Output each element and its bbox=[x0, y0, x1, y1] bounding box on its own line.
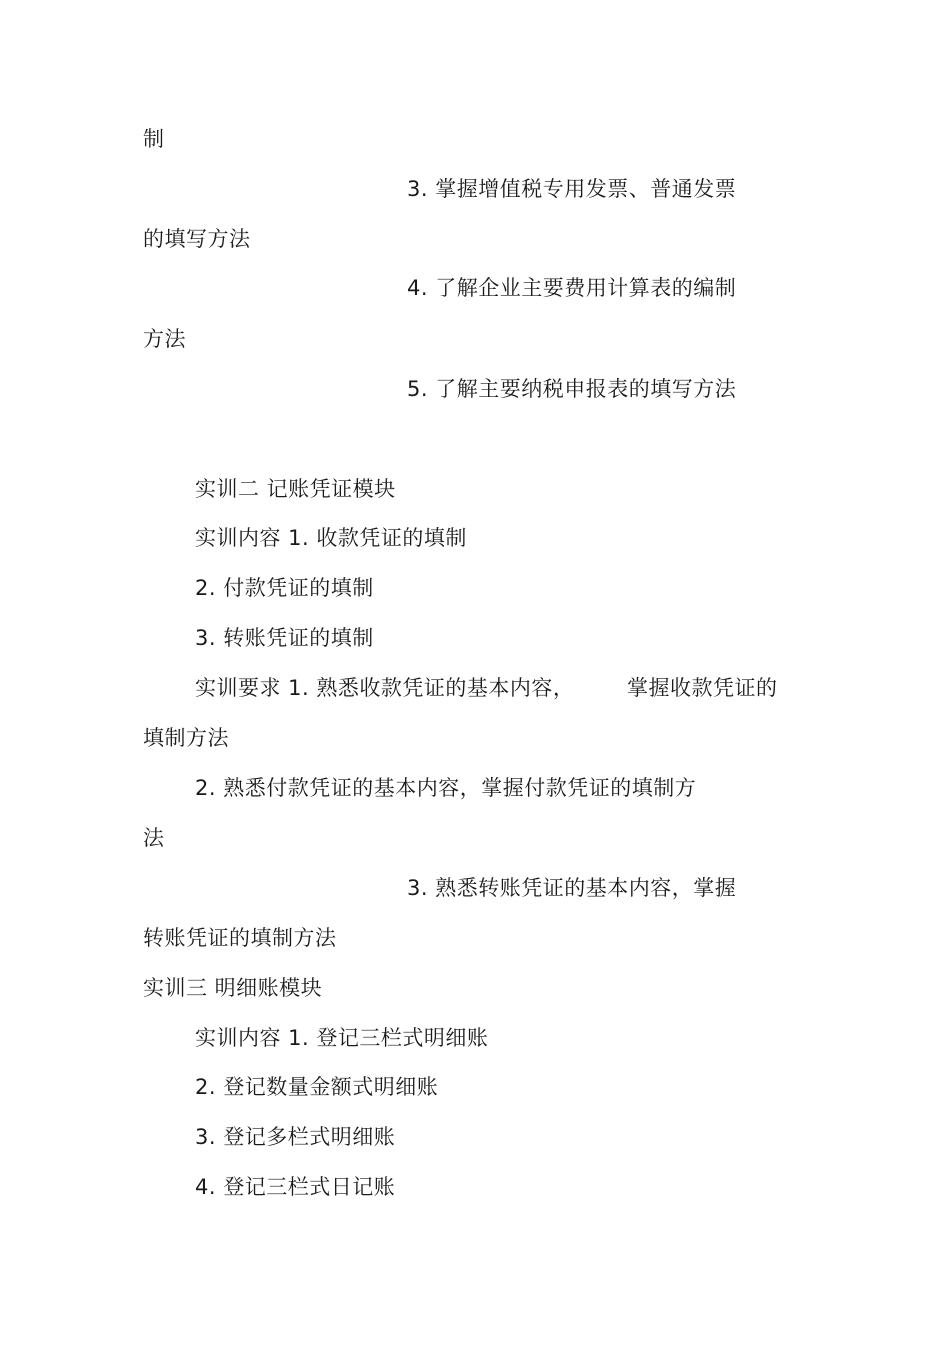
text-line: 3. 掌握增值税专用发票、普通发票 bbox=[407, 177, 737, 201]
text-line: 实训内容 1. 收款凭证的填制 bbox=[195, 526, 467, 550]
text-line: 3. 熟悉转账凭证的基本内容，掌握 bbox=[407, 876, 737, 900]
section-heading: 实训二 记账凭证模块 bbox=[195, 477, 396, 501]
text-line: 4. 了解企业主要费用计算表的编制 bbox=[407, 276, 737, 300]
text-line: 3. 转账凭证的填制 bbox=[195, 626, 374, 650]
text-line: 实训要求 1. 熟悉收款凭证的基本内容， bbox=[195, 676, 575, 700]
text-line: 4. 登记三栏式日记账 bbox=[195, 1175, 396, 1199]
text-line: 法 bbox=[143, 826, 165, 850]
text-line: 2. 登记数量金额式明细账 bbox=[195, 1075, 439, 1099]
text-line: 转账凭证的填制方法 bbox=[143, 926, 337, 950]
text-line: 的填写方法 bbox=[143, 227, 251, 251]
text-line: 2. 熟悉付款凭证的基本内容，掌握付款凭证的填制方 bbox=[195, 776, 697, 800]
text-line: 方法 bbox=[143, 327, 186, 351]
text-line: 5. 了解主要纳税申报表的填写方法 bbox=[407, 377, 737, 401]
text-line: 制 bbox=[143, 127, 165, 151]
text-line: 3. 登记多栏式明细账 bbox=[195, 1125, 396, 1149]
section-heading: 实训三 明细账模块 bbox=[143, 976, 323, 1000]
text-line: 填制方法 bbox=[143, 726, 229, 750]
text-line: 2. 付款凭证的填制 bbox=[195, 576, 374, 600]
text-line: 实训内容 1. 登记三栏式明细账 bbox=[195, 1026, 489, 1050]
text-line: 掌握收款凭证的 bbox=[627, 676, 778, 700]
